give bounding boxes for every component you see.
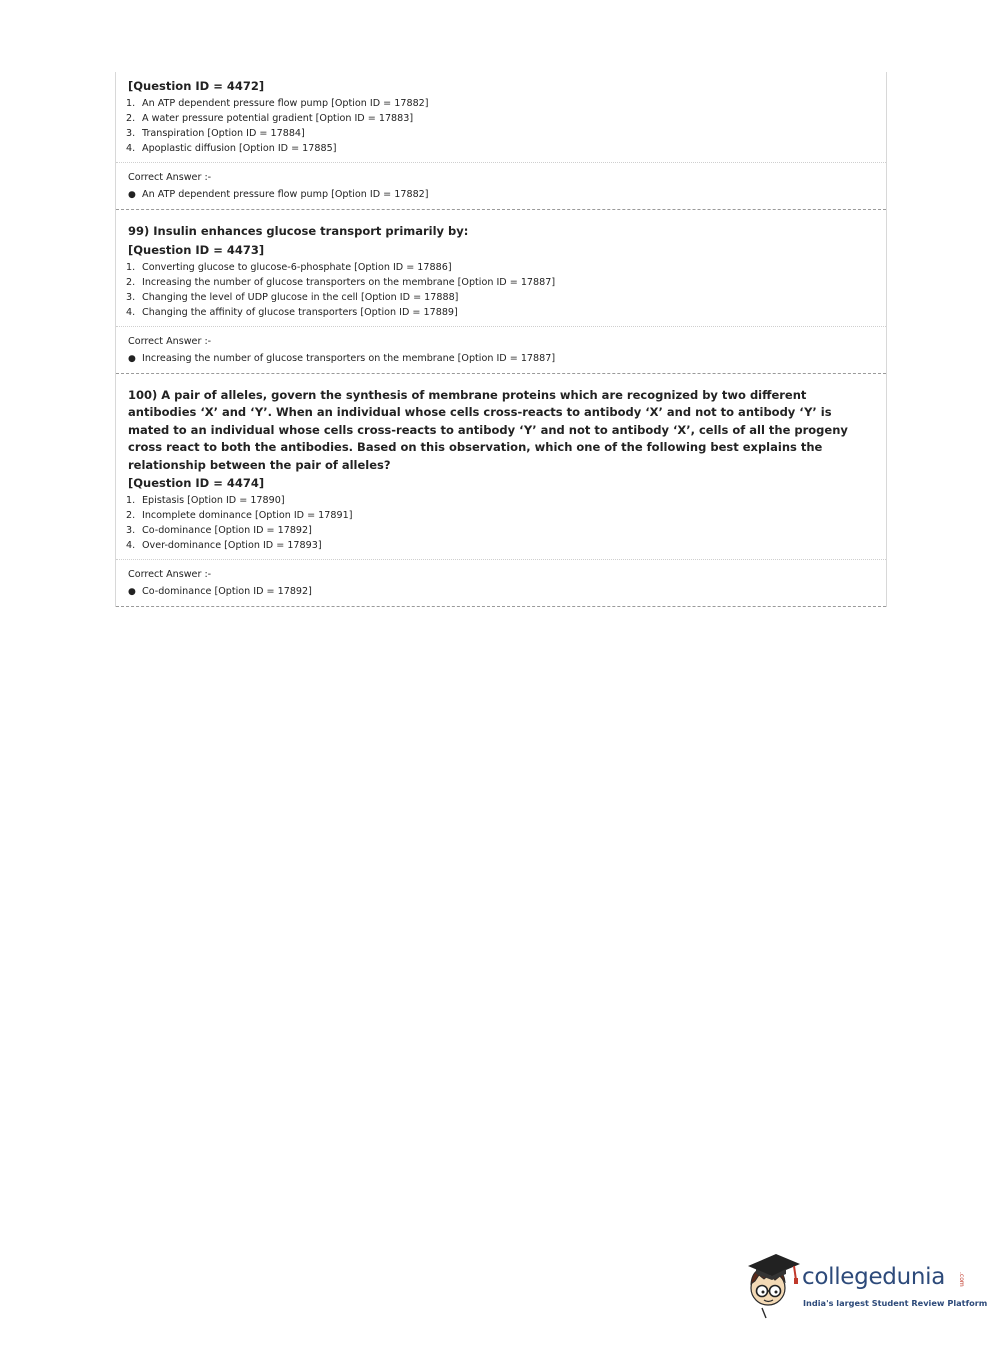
option-item: 3. Changing the level of UDP glucose in the cell [Option ID = 17888] (126, 291, 459, 303)
answer-section (116, 326, 886, 373)
option-item: 1. An ATP dependent pressure flow pump [Option ID = 17882] (126, 98, 429, 109)
answer-label: Correct Answer :- (128, 172, 212, 183)
option-item: 4. Over-dominance [Option ID = 17893] (126, 540, 322, 551)
answer-section (116, 559, 886, 606)
options-list (128, 96, 874, 156)
answer-label: Correct Answer :- (128, 335, 212, 347)
question-sheet (115, 72, 887, 607)
correct-answer: ● Increasing the number of glucose transporters on the membrane [Option ID = 17887] (128, 351, 874, 367)
mascot-graduation-cap-icon (742, 1248, 804, 1320)
option-item: 3. Co-dominance [Option ID = 17892] (126, 525, 312, 536)
bullet-icon: ● (128, 353, 136, 364)
option-item: 2. A water pressure potential gradient [Option ID = 17883] (126, 113, 414, 124)
question-text: 99) Insulin enhances glucose transport primarily by: (128, 224, 469, 238)
brand-name: collegedunia (802, 1264, 946, 1290)
correct-answer: ● Co-dominance [Option ID = 17892] (128, 584, 874, 600)
question-id: [Question ID = 4472] (128, 79, 265, 93)
option-item: 3. Transpiration [Option ID = 17884] (126, 128, 305, 139)
options-list (128, 493, 874, 553)
answer-section (116, 162, 886, 209)
option-item: 1. Converting glucose to glucose-6-phosphate [Option ID = 17886] (126, 261, 452, 273)
collegedunia-logo[interactable] (742, 1248, 988, 1320)
question-text: 100) A pair of alleles, govern the synthesis of membrane proteins which are recognized by two different antibodies ‘X’ and ‘Y’. When an individual whose cells cross-reacts to antibody ‘X’ and not to antibody ‘Y’ is mated to an individual whose cells cross-reacts to antibody ‘Y’ and not to antibody ‘X’, cells of all the progeny cross react to both the antibodies. Based on this observation, which one of the following best explains the relationship between the pair of alleles? (128, 387, 848, 472)
question-id: [Question ID = 4473] (128, 242, 265, 257)
question-id: [Question ID = 4474] (128, 476, 265, 490)
question-99-block (116, 210, 886, 374)
question-100-block (116, 374, 886, 608)
option-item: 2. Increasing the number of glucose transporters on the membrane [Option ID = 17887] (126, 276, 556, 288)
option-item: 4. Changing the affinity of glucose transporters [Option ID = 17889] (126, 306, 458, 318)
bullet-icon: ● (128, 587, 136, 597)
option-item: 4. Apoplastic diffusion [Option ID = 17885] (126, 143, 337, 154)
brand-tagline: India's largest Student Review Platform (803, 1298, 988, 1308)
correct-answer: ● An ATP dependent pressure flow pump [Option ID = 17882] (128, 187, 874, 203)
option-item: 2. Incomplete dominance [Option ID = 17891] (126, 510, 353, 521)
question-98-block (116, 72, 886, 210)
question-98 (116, 72, 886, 162)
question-99 (116, 210, 886, 326)
answer-label: Correct Answer :- (128, 569, 212, 580)
option-item: 1. Epistasis [Option ID = 17890] (126, 495, 285, 506)
bullet-icon: ● (128, 190, 136, 200)
options-list (128, 260, 874, 320)
brand-domain: .com (958, 1272, 965, 1287)
question-100 (116, 374, 886, 560)
